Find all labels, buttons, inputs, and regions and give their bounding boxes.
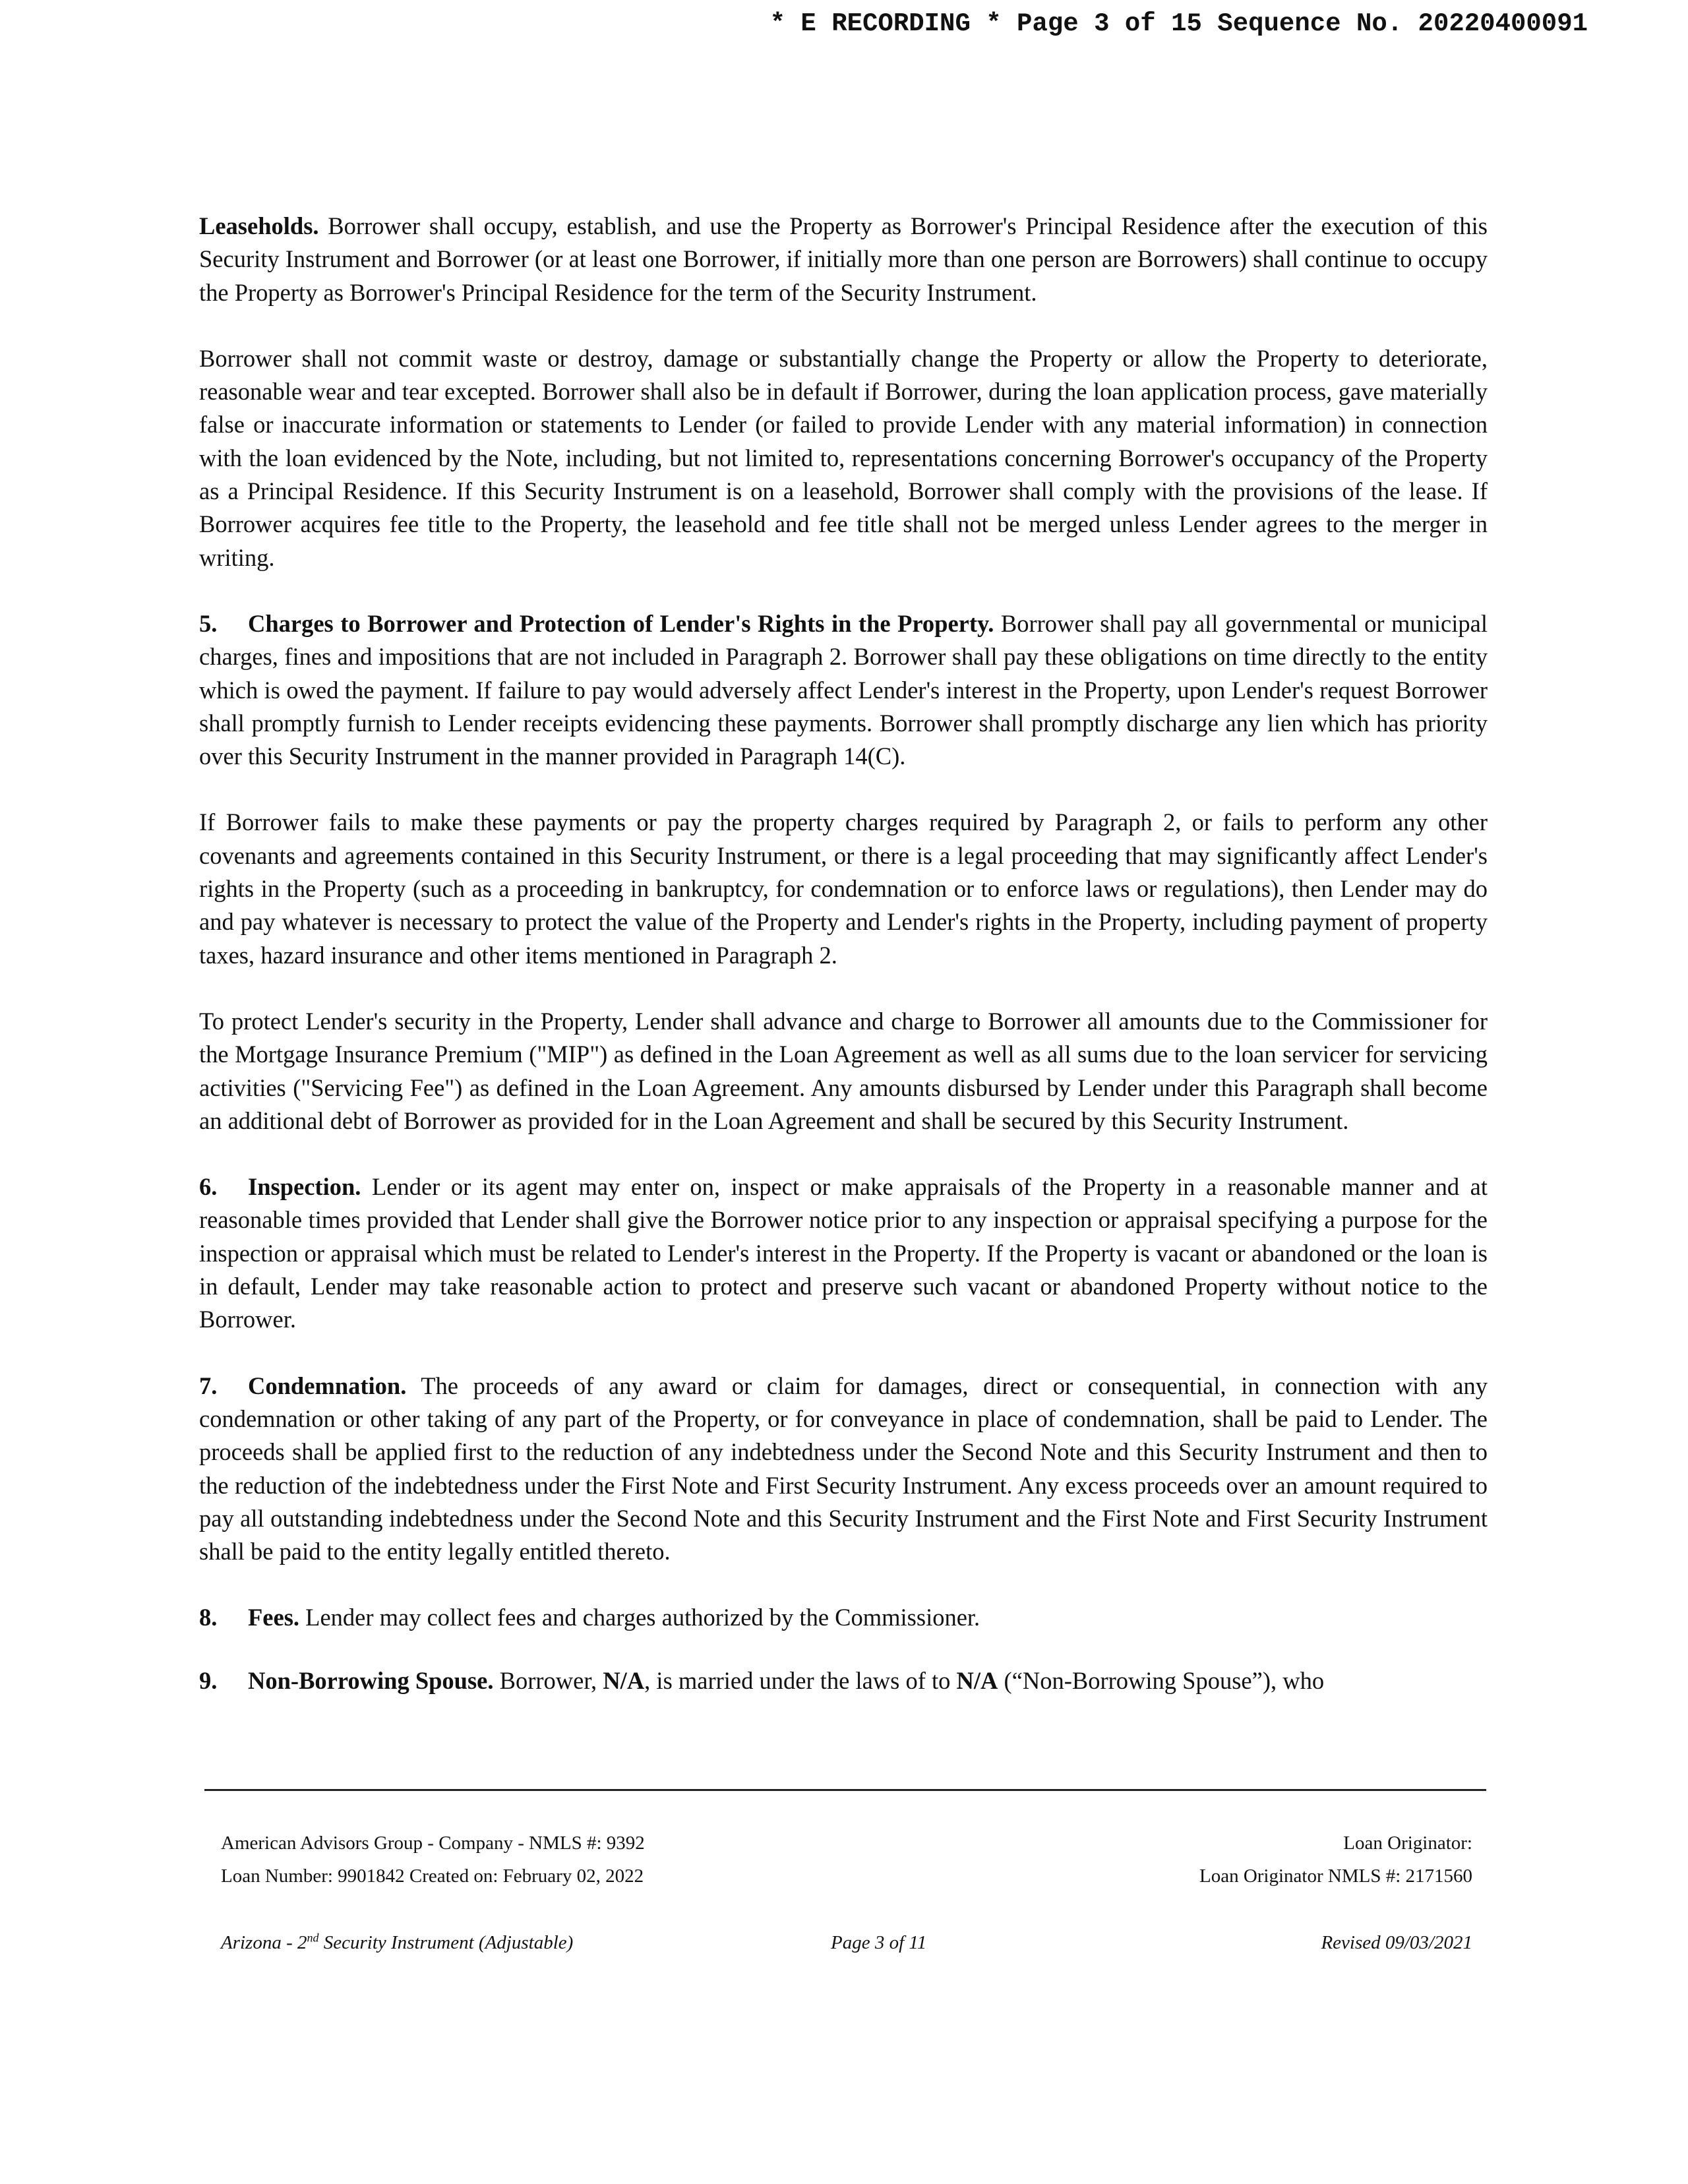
footer-row-1: [221, 1827, 1472, 1860]
section-9-text-c: (“Non-Borrowing Spouse”), who: [998, 1666, 1325, 1694]
section-9-heading: Non-Borrowing Spouse.: [248, 1666, 494, 1694]
paragraph-5c: [199, 1005, 1488, 1138]
footer-company: American Advisors Group - Company - NMLS #: 9392: [221, 1833, 645, 1854]
leaseholds-heading: Leaseholds.: [199, 212, 319, 239]
section-7-heading: Condemnation.: [248, 1372, 407, 1399]
footer-loan-number: Loan Number: 9901842 Created on: February 02, 2022: [221, 1866, 644, 1887]
footer-page-number: Page 3 of 11: [831, 1932, 927, 1953]
section-9-text-a: Borrower,: [493, 1666, 603, 1694]
section-8-text: Lender may collect fees and charges authorized by the Commissioner.: [299, 1604, 980, 1631]
paragraph-5: [199, 607, 1488, 773]
paragraph-5b: [199, 806, 1488, 971]
section-8-heading: Fees.: [248, 1604, 300, 1631]
paragraph-8: [199, 1601, 1488, 1634]
section-5-text: Borrower shall pay all governmental or municipal charges, fines and impositions that are not included in Paragraph 2. Borrower shall pay these obligations on time directly to the entity which is owed the payment. If failure to pay would adversely affect Lender's interest in the Property, upon Lender's request Borrower shall promptly furnish to Lender receipts evidencing these payments. Borrower shall promptly discharge any lien which has priority over this Security Instrument in the manner provided in Paragraph 14(C).: [199, 609, 1488, 770]
footer-row-3: [221, 1926, 1472, 1959]
section-5-number: 5.: [199, 609, 218, 637]
footer-form-line: [221, 1926, 1472, 1959]
section-7-text: The proceeds of any award or claim for damages, direct or consequential, in connection with any condemnation or other taking of any part of the Property, or for conveyance in place of condemnation, shall be paid to Lender. The proceeds shall be applied first to the reduction of any indebtedness under the Second Note and this Security Instrument and then to the reduction of the indebtedness under the First Note and First Security Instrument. Any excess proceeds over an amount required to pay all outstanding indebtedness under the Second Note and this Security Instrument and the First Note and First Security Instrument shall be paid to the entity legally entitled thereto.: [199, 1372, 1488, 1565]
footer-originator-nmls: Loan Originator NMLS #: 2171560: [1199, 1866, 1472, 1887]
section-7-number: 7.: [199, 1372, 218, 1399]
section-5b-text: If Borrower fails to make these payments or pay the property charges required by Paragraph 2, or fails to perform any other covenants and agreements contained in this Security Instrument, or there is a legal proceeding that may significantly affect Lender's rights in the Property (such as a proceeding in bankruptcy, for condemnation or to enforce laws or regulations), then Lender may do and pay whatever is necessary to protect the value of the Property and Lender's rights in the Property, including payment of property taxes, hazard insurance and other items mentioned in Paragraph 2.: [199, 808, 1488, 969]
footer-form-suffix: Security Instrument (Adjustable): [318, 1932, 574, 1953]
document-body: [199, 210, 1488, 1730]
footer-row-2: [221, 1860, 1472, 1893]
footer-loan-originator: Loan Originator:: [1343, 1833, 1472, 1854]
section-5-heading: Charges to Borrower and Protection of Lender's Rights in the Property.: [248, 609, 994, 637]
paragraph-7: [199, 1370, 1488, 1569]
recording-header: * E RECORDING * Page 3 of 15 Sequence No. 20220400091: [769, 9, 1588, 38]
section-9-number: 9.: [199, 1666, 218, 1694]
section-6-heading: Inspection.: [248, 1173, 361, 1201]
section-6-number: 6.: [199, 1173, 218, 1201]
section-8-number: 8.: [199, 1604, 218, 1631]
section-5c-text: To protect Lender's security in the Property, Lender shall advance and charge to Borrower all amounts due to the Commissioner for the Mortgage Insurance Premium ("MIP") as defined in the Loan Agreement as well as all sums due to the loan servicer for servicing activities ("Servicing Fee") as defined in the Loan Agreement. Any amounts disbursed by Lender under this Paragraph shall become an additional debt of Borrower as provided for in the Loan Agreement and shall be secured by this Security Instrument.: [199, 1007, 1488, 1134]
paragraph-9: [199, 1664, 1488, 1697]
footer-form-name: [221, 1926, 573, 1959]
footer-form-sup: nd: [307, 1931, 319, 1945]
footer-revised: Revised 09/03/2021: [1321, 1932, 1472, 1953]
footer-form-prefix: Arizona - 2: [221, 1932, 307, 1953]
paragraph-6: [199, 1170, 1488, 1336]
paragraph-waste: [199, 342, 1488, 574]
paragraph-leaseholds: [199, 210, 1488, 309]
section-9-text-b: , is married under the laws of to: [644, 1666, 957, 1694]
leaseholds-text: Borrower shall occupy, establish, and use the Property as Borrower's Principal Residence after the execution of this Security Instrument and Borrower (or at least one Borrower, if initially more than one person are Borrowers) shall continue to occupy the Property as Borrower's Principal Residence for the term of the Security Instrument.: [199, 212, 1488, 306]
footer-divider: [204, 1789, 1486, 1791]
section-9-na-2: N/A: [956, 1666, 998, 1694]
section-6-text: Lender or its agent may enter on, inspect or make appraisals of the Property in a reasonable manner and at reasonable times provided that Lender shall give the Borrower notice prior to any inspection or appraisal specifying a purpose for the inspection or appraisal which must be related to Lender's interest in the Property. If the Property is vacant or abandoned or the loan is in default, Lender may take reasonable action to protect and preserve such vacant or abandoned Property without notice to the Borrower.: [199, 1173, 1488, 1333]
section-9-na-1: N/A: [603, 1666, 645, 1694]
footer-info: [221, 1827, 1472, 1893]
waste-text: Borrower shall not commit waste or destroy, damage or substantially change the Property or allow the Property to deteriorate, reasonable wear and tear excepted. Borrower shall also be in default if Borrower, during the loan application process, gave materially false or inaccurate information or statements to Lender (or failed to provide Lender with any material information) in connection with the loan evidenced by the Note, including, but not limited to, representations concerning Borrower's occupancy of the Property as a Principal Residence. If this Security Instrument is on a leasehold, Borrower shall comply with the provisions of the lease. If Borrower acquires fee title to the Property, the leasehold and fee title shall not be merged unless Lender agrees to the merger in writing.: [199, 344, 1488, 571]
